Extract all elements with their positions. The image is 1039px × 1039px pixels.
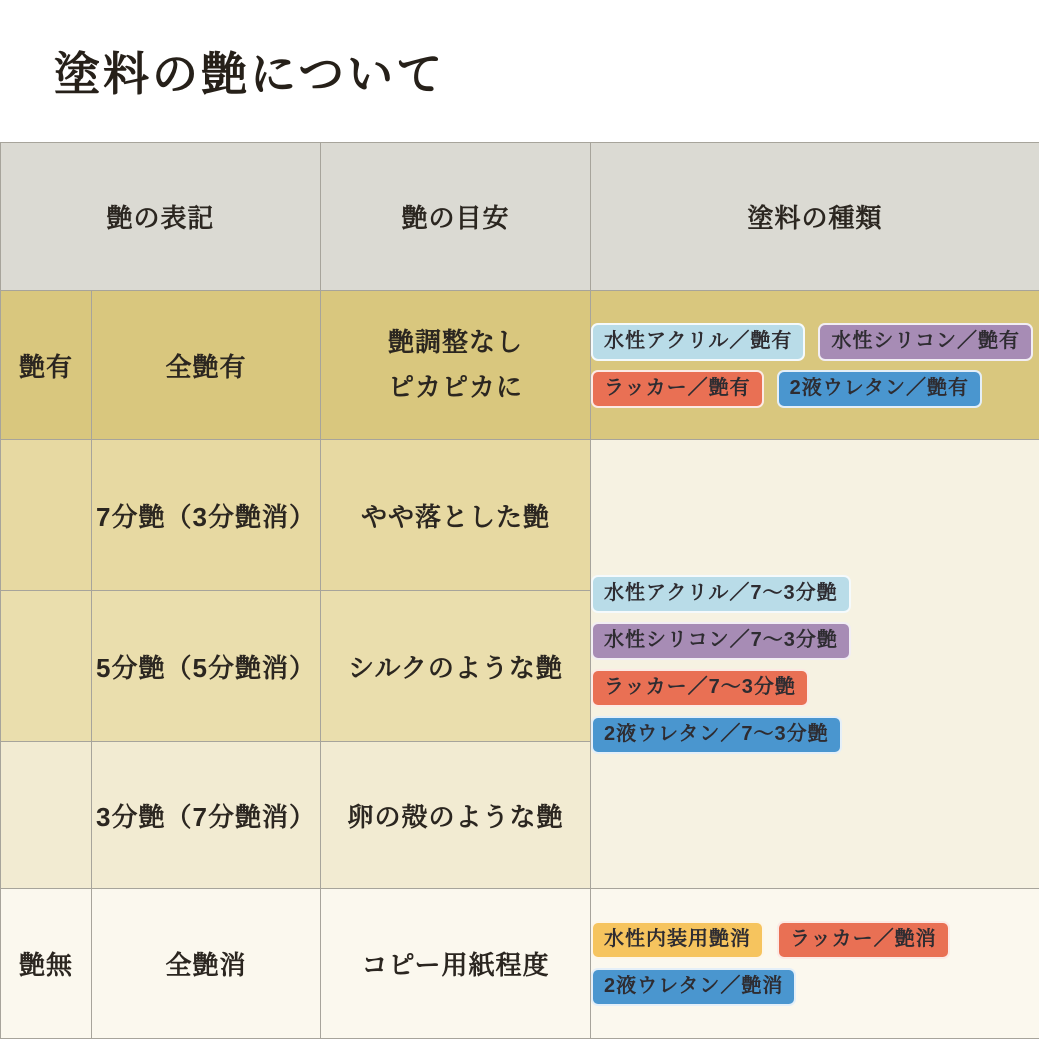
notation-full-gloss: 全艶有 [92, 291, 321, 440]
badge-group-mid-gloss [591, 575, 1039, 754]
row-label-empty [1, 591, 92, 742]
row-label-empty [1, 742, 92, 889]
header-cell-types: 塗料の種類 [591, 143, 1039, 291]
page-title: 塗料の艶について [54, 48, 446, 100]
guide-30: 卵の殻のような艶 [321, 742, 591, 889]
paint-badge: 2液ウレタン／艶消 [591, 968, 796, 1006]
guide-matte: コピー用紙程度 [321, 889, 591, 1039]
row-label-matte: 艶無 [1, 889, 92, 1039]
paint-badge: ラッカー／7～3分艶 [591, 669, 809, 707]
paint-badge: 水性シリコン／7～3分艶 [591, 622, 851, 660]
types-cell-glossy [591, 291, 1039, 440]
types-cell-matte [591, 889, 1039, 1039]
notation-70: 7分艶（3分艶消） [92, 440, 321, 591]
paint-badge: 水性アクリル／7～3分艶 [591, 575, 851, 613]
paint-badge: ラッカー／艶消 [777, 921, 950, 959]
paint-badge: ラッカー／艶有 [591, 370, 764, 408]
paint-badge: 2液ウレタン／7～3分艶 [591, 716, 842, 754]
row-70-gloss [1, 440, 1039, 591]
badge-group-matte [591, 921, 1039, 1006]
header-cell-guide: 艶の目安 [321, 143, 591, 291]
header-cell-notation: 艶の表記 [1, 143, 321, 291]
paint-badge: 2液ウレタン／艶有 [777, 370, 982, 408]
row-matte [1, 889, 1039, 1039]
paint-badge: 水性アクリル／艶有 [591, 323, 805, 361]
guide-70: やや落とした艶 [321, 440, 591, 591]
notation-matte: 全艶消 [92, 889, 321, 1039]
paint-badge: 水性内装用艶消 [591, 921, 764, 959]
guide-line-1: 艶調整なし [388, 326, 524, 357]
row-label-glossy: 艶有 [1, 291, 92, 440]
table-header-row [1, 143, 1039, 291]
notation-50: 5分艶（5分艶消） [92, 591, 321, 742]
guide-full-gloss [321, 291, 591, 440]
badge-group-glossy [591, 323, 1039, 408]
row-label-empty [1, 440, 92, 591]
gloss-table [0, 142, 1039, 1039]
notation-30: 3分艶（7分艶消） [92, 742, 321, 889]
paint-badge: 水性シリコン／艶有 [818, 323, 1033, 361]
types-cell-mid-gloss [591, 440, 1039, 889]
guide-50: シルクのような艶 [321, 591, 591, 742]
guide-line-2: ピカピカに [388, 372, 524, 402]
row-glossy [1, 291, 1039, 440]
title-bar [0, 0, 1039, 142]
